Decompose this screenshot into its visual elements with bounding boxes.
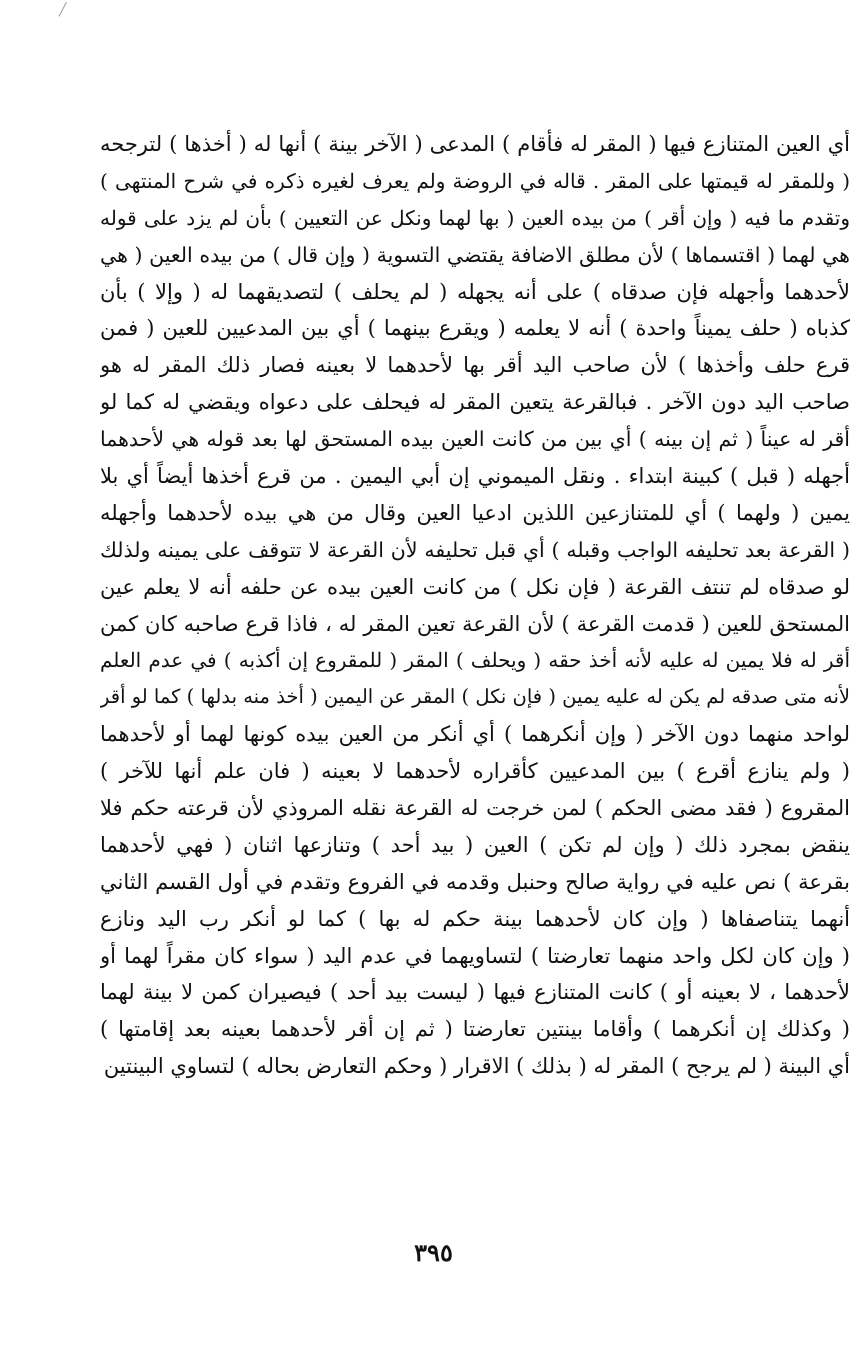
pencil-mark (58, 2, 66, 17)
text-line: أنهما يتناصفاها ( وإن كان لأحدهما بينة حكم له بها ) كما لو أنكر رب اليد ونازع (100, 906, 850, 931)
text-line: لأحدهما ، لا بعينه أو ) كانت المتنازع فيها ( ليست بيد أحد ) فيصيران كمن لا بينة لهما (100, 980, 850, 1005)
text-line: لواحد منهما دون الآخر ( وإن أنكرهما ) أي أنكر من العين بيده كونها لهما أو لأحدهما (100, 722, 850, 747)
body-text (100, 126, 850, 1085)
text-line: أقر له فلا يمين له عليه لأنه أخذ حقه ( ويحلف ) المقر ( للمقروع إن أكذبه ) في عدم العلم (100, 648, 850, 673)
text-line: ( ولم ينازع أقرع ) بين المدعيين كأقراره لأحدهما لا بعينه ( فان علم أنها للآخر ) (100, 759, 850, 784)
text-line: ( القرعة بعد تحليفه الواجب وقبله ) أي قبل تحليفه لأن القرعة لا تتوقف على يمينه ولذلك (100, 537, 850, 562)
text-line: ( وكذلك إن أنكرهما ) وأقاما بينتين تعارضتا ( ثم إن أقر لأحدهما بعينه بعد إقامتها ) (100, 1017, 850, 1042)
text-line: لأنه متى صدقه لم يكن له عليه يمين ( فإن نكل ) المقر عن اليمين ( أخذ منه بدلها ) كما لو أقر (100, 685, 850, 709)
page-number: ٣٩٥ (414, 1238, 453, 1267)
text-line: ينقض بمجرد ذلك ( وإن لم تكن ) العين ( بيد أحد ) وتنازعها اثنان ( فهي لأحدهما (100, 832, 850, 857)
text-line: ( وللمقر له قيمتها على المقر . قاله في الروضة ولم يعرف لغيره ذكره في شرح المنتهى ) (100, 168, 850, 193)
text-line: لو صدقاه لم تنتف القرعة ( فإن نكل ) من كانت العين بيده عن حلفه أنه لا يعلم عين (100, 574, 850, 599)
text-line: المستحق للعين ( قدمت القرعة ) لأن القرعة تعين المقر له ، فاذا قرع صاحبه كان كمن (100, 611, 850, 636)
text-line: ( وإن كان لكل واحد منهما تعارضتا ) لتساويهما في عدم اليد ( سواء كان مقراً لهما أو (100, 943, 850, 968)
text-line: وتقدم ما فيه ( وإن أقر ) من بيده العين ( بها لهما ونكل عن التعيين ) بأن لم يزد على قوله (100, 205, 850, 230)
text-line: بقرعة ) نص عليه في رواية صالح وحنبل وقدمه في الفروع وتقدم في أول القسم الثاني (100, 869, 850, 894)
text-line: كذباه ( حلف يميناً واحدة ) أنه لا يعلمه ( ويقرع بينهما ) أي بين المدعيين للعين ( فمن (100, 316, 850, 341)
text-line: أقر له عيناً ( ثم إن بينه ) أي بين من كانت العين بيده المستحق لها بعد قوله هي لأحدهما (100, 427, 850, 452)
text-line: هي لهما ( اقتسماها ) لأن مطلق الاضافة يقتضي التسوية ( وإن قال ) من بيده العين ( هي (100, 242, 850, 267)
text-line: أجهله ( قبل ) كبينة ابتداء . ونقل الميموني إن أبي اليمين . من قرع أخذها أيضاً أي بلا (100, 464, 850, 489)
text-line: أي البينة ( لم يرجح ) المقر له ( بذلك ) الاقرار ( وحكم التعارض بحاله ) لتساوي البينتين (103, 1054, 850, 1079)
text-line: قرع حلف وأخذها ) لأن صاحب اليد أقر بها لأحدهما لا بعينه فصار ذلك المقر له هو (100, 353, 850, 378)
text-line: المقروع ( فقد مضى الحكم ) لمن خرجت له القرعة نقله المروذي لأن قرعته حكم فلا (100, 796, 850, 821)
text-line: أي العين المتنازع فيها ( المقر له فأقام ) المدعى ( الآخر بينة ) أنها له ( أخذها ) لترجحه (100, 132, 850, 156)
text-line: لأحدهما وأجهله فإن صدقاه ) على أنه يجهله ( لم يحلف ) لتصديقهما له ( وإلا ) بأن (100, 279, 850, 304)
text-line: صاحب اليد دون الآخر . فبالقرعة يتعين المقر له فيحلف على دعواه ويقضي له كما لو (100, 390, 850, 415)
text-line: يمين ( ولهما ) أي للمتنازعين اللذين ادعيا العين وقال من هي بيده لأحدهما وأجهله (100, 500, 850, 525)
